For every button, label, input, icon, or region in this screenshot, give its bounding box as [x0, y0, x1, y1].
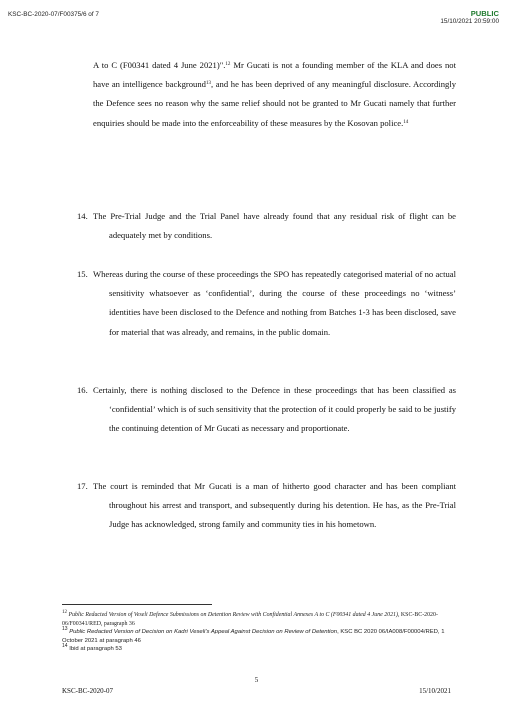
paragraph-number: 17. — [77, 481, 88, 491]
paragraph-16 — [77, 381, 456, 439]
footnote-marker: 14 — [62, 643, 68, 650]
paragraph-text: The court is reminded that Mr Gucati is a man of hitherto good character and has been compliant throughout his arrest and transport, and subsequently during his detention. He has, as the Pre-Trial Judge has acknowledged, strong family and community ties in his hometown. — [93, 481, 456, 530]
paragraph-text: Certainly, there is nothing disclosed to the Defence in these proceedings that has been classified as ‘confidential’ which is of such sensitivity that the protection of it could properly be said to be justify the continuing detention of Mr Gucati as necessary and proportionate. — [93, 385, 456, 434]
footnotes — [62, 611, 462, 654]
paragraph-text: Whereas during the course of these proceedings the SPO has repeatedly categorised material of no actual sensitivity whatsoever as ‘confidential’, during the course of these proceedings no ‘witness’ identities have been disclosed to the Defence and nothing from Batches 1-3 has been disclosed, save for material that was already, and remains, in the public domain. — [93, 269, 456, 337]
footnote-ref-13: 13 — [205, 81, 211, 87]
footnote-14 — [62, 645, 462, 654]
classification-label: PUBLIC — [470, 9, 499, 18]
footer-date: 15/10/2021 — [419, 687, 451, 695]
filing-datetime: 15/10/2021 20:59:00 — [440, 18, 499, 25]
continuation-text-a: A to C (F00341 dated 4 June 2021)". — [93, 60, 226, 70]
footnote-citation: Ibid at paragraph 53 — [69, 646, 122, 653]
footnote-citation: , KSC-BC-2020-06/F00341/RED, paragraph 36 — [62, 612, 438, 627]
footer-case-reference: KSC-BC-2020-07 — [62, 687, 113, 695]
paragraph-text: The Pre-Trial Judge and the Trial Panel have already found that any residual risk of flight can be adequately met by conditions. — [93, 211, 456, 241]
footnote-12 — [62, 611, 462, 628]
paragraph-17 — [77, 477, 456, 535]
continuation-text-c: , and he has been deprived of any meaningful disclosure. Accordingly the Defence sees no reason why the same relief should not be granted to Mr Gucati namely that further enquiries should be made into the enforceability of these measures by the Kosovan police. — [93, 79, 457, 128]
paragraph-14 — [77, 207, 456, 245]
footnote-ref-14: 14 — [403, 119, 409, 125]
footnote-ref-12: 12 — [225, 62, 231, 67]
paragraph-15 — [77, 265, 456, 342]
footnote-marker: 12 — [62, 610, 67, 615]
page-number: 5 — [254, 676, 259, 684]
footnote-13 — [62, 628, 462, 645]
footnote-citation: , KSC BC 2020 06/IA008/F00004/RED, 1 October 2021 at paragraph 46 — [62, 629, 445, 644]
footnote-divider — [62, 604, 212, 605]
continuation-text-b: Mr Gucati is not a founding member of the KLA and does not have an intelligence background — [93, 60, 456, 90]
paragraph-number: 15. — [77, 269, 88, 279]
footnote-title: Public Redacted Version of Veseli Defence Submissions on Detention Review with Confidential Annexes A to C (F00341 dated 4 June 2021) — [68, 612, 398, 618]
filing-reference: KSC-BC-2020-07/F00375/6 of 7 — [8, 11, 99, 18]
footnote-marker: 13 — [62, 626, 68, 633]
footnote-title: Public Redacted Version of Decision on Kadri Veseli’s Appeal Against Decision on Review of Detention — [69, 629, 338, 636]
paragraph-number: 14. — [77, 211, 88, 221]
continuation-paragraph — [93, 56, 456, 133]
paragraph-number: 16. — [77, 385, 88, 395]
classification-block — [440, 9, 499, 26]
